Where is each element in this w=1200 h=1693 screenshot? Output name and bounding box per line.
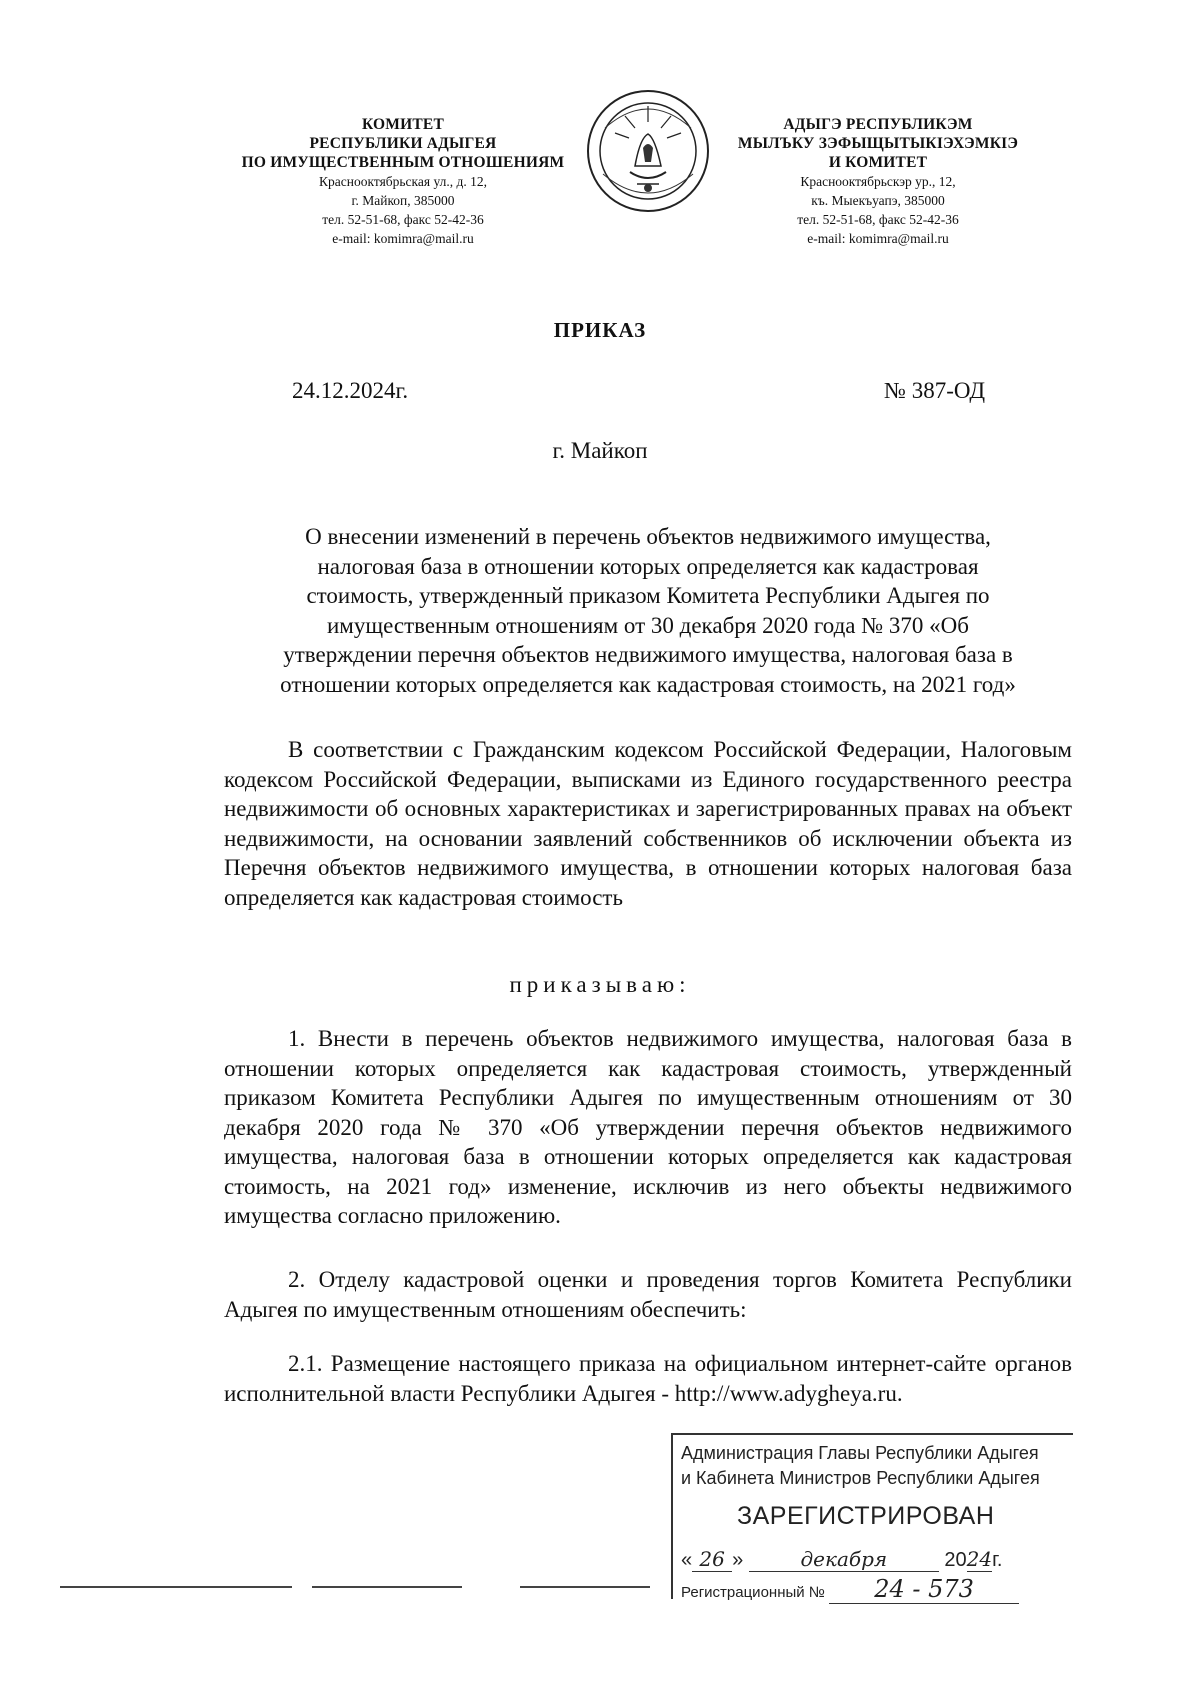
org-address-line2: къ. Мыекъуапэ, 385000 <box>811 193 945 208</box>
document-date: 24.12.2024г. <box>292 378 409 403</box>
document-number: № 387-ОД <box>884 378 986 403</box>
stamp-authority-line1: Администрация Главы Республики Адыгея <box>681 1443 1039 1463</box>
org-name-line2: РЕСПУБЛИКИ АДЫГЕЯ <box>309 135 497 152</box>
stamp-reg-number: 24 - 573 <box>829 1575 1019 1604</box>
stamp-year-end: г. <box>992 1549 1003 1571</box>
stamp-year-prefix: 20 <box>944 1549 967 1571</box>
stamp-date: « 26 » декабря 2024г. <box>681 1547 1003 1571</box>
subject-line: утверждении перечня объектов недвижимого имущества, налоговая база в <box>283 642 1013 667</box>
stamp-year-suffix: 24 <box>966 1547 993 1571</box>
stamp-reg-label: Регистрационный № <box>681 1584 825 1601</box>
separator-line <box>312 1586 462 1588</box>
subject-line: стоимость, утвержденный приказом Комитета Республики Адыгея по <box>306 583 990 608</box>
document-subject <box>222 522 1074 699</box>
header-left-block <box>218 115 588 248</box>
registration-stamp <box>671 1433 1073 1603</box>
subject-line: отношении которых определяется как кадастровая стоимость, на 2021 год» <box>280 671 1016 697</box>
basis-paragraph: В соответствии с Гражданским кодексом Российской Федерации, Налоговым кодексом Российской Федерации, выписками из Единого государственного реестра недвижимости об основных характеристиках и зарегистрированных правах на объект недвижимости, на основании заявлений собственников об исключении объекта из Перечня объектов недвижимого имущества, в отношении которых налоговая база определяется как кадастровая стоимость <box>224 737 1072 910</box>
org-address-line1: Краснооктябрьская ул., д. 12, <box>319 174 487 189</box>
stamp-day: 26 <box>692 1547 732 1572</box>
stamp-authority-line2: и Кабинета Министров Республики Адыгея <box>681 1468 1040 1488</box>
org-address-line2: г. Майкоп, 385000 <box>351 193 455 208</box>
org-name-line3: ПО ИМУЩЕСТВЕННЫМ ОТНОШЕНИЯМ <box>241 154 565 171</box>
item-1-paragraph: 1. Внести в перечень объектов недвижимого имущества, налоговая база в отношении которых определяется как кадастровая стоимость, утвержденный приказом Комитета Республики Адыгея по имущественным отношениям от 30 декабря 2020 года № 370 «Об утверждении перечня объектов недвижимого имущества, налоговая база в отношении которых определяется как кадастровая стоимость, на 2021 год» изменение, исключив из него объекты недвижимого имущества согласно приложению. <box>224 1026 1072 1228</box>
subject-line: имущественным отношениям от 30 декабря 2020 года № 370 «Об <box>327 612 969 638</box>
subject-line: налоговая база в отношении которых определяется как кадастровая <box>317 553 979 579</box>
orders-word: приказываю: <box>509 972 691 997</box>
stamp-registration <box>681 1575 1019 1604</box>
item-2-paragraph: 2. Отделу кадастровой оценки и проведения торгов Комитета Республики Адыгея по имущественным отношениям обеспечить: <box>224 1267 1072 1322</box>
org-phone: тел. 52-51-68, факс 52-42-36 <box>797 212 959 227</box>
org-address-line1: Краснооктябрьскэр ур., 12, <box>800 174 956 189</box>
subject-line: О внесении изменений в перечень объектов недвижимого имущества, <box>305 524 991 549</box>
stamp-month: декабря <box>749 1547 939 1572</box>
header-right-block <box>728 115 1028 248</box>
separator-line <box>60 1586 292 1588</box>
stamp-status: ЗАРЕГИСТРИРОВАН <box>737 1502 995 1530</box>
org-name-line3: И КОМИТЕТ <box>828 154 928 171</box>
org-email: e-mail: komimra@mail.ru <box>332 231 474 246</box>
coat-of-arms-emblem-icon <box>585 88 711 214</box>
org-email: e-mail: komimra@mail.ru <box>807 231 949 246</box>
document-city: г. Майкоп <box>552 438 648 463</box>
org-name-line2: МЫЛЪКУ ЗЭФЫЩЫТЫКIЭХЭМКIЭ <box>737 135 1019 152</box>
org-phone: тел. 52-51-68, факс 52-42-36 <box>322 212 484 227</box>
item-2-1-paragraph: 2.1. Размещение настоящего приказа на официальном интернет-сайте органов исполнительной власти Республики Адыгея - http://www.adygheya.ru. <box>224 1351 1072 1406</box>
separator-line <box>520 1586 650 1588</box>
org-name-line1: КОМИТЕТ <box>361 116 444 133</box>
org-name-line1: АДЫГЭ РЕСПУБЛИКЭМ <box>783 116 973 133</box>
document-title: ПРИКАЗ <box>553 318 647 342</box>
